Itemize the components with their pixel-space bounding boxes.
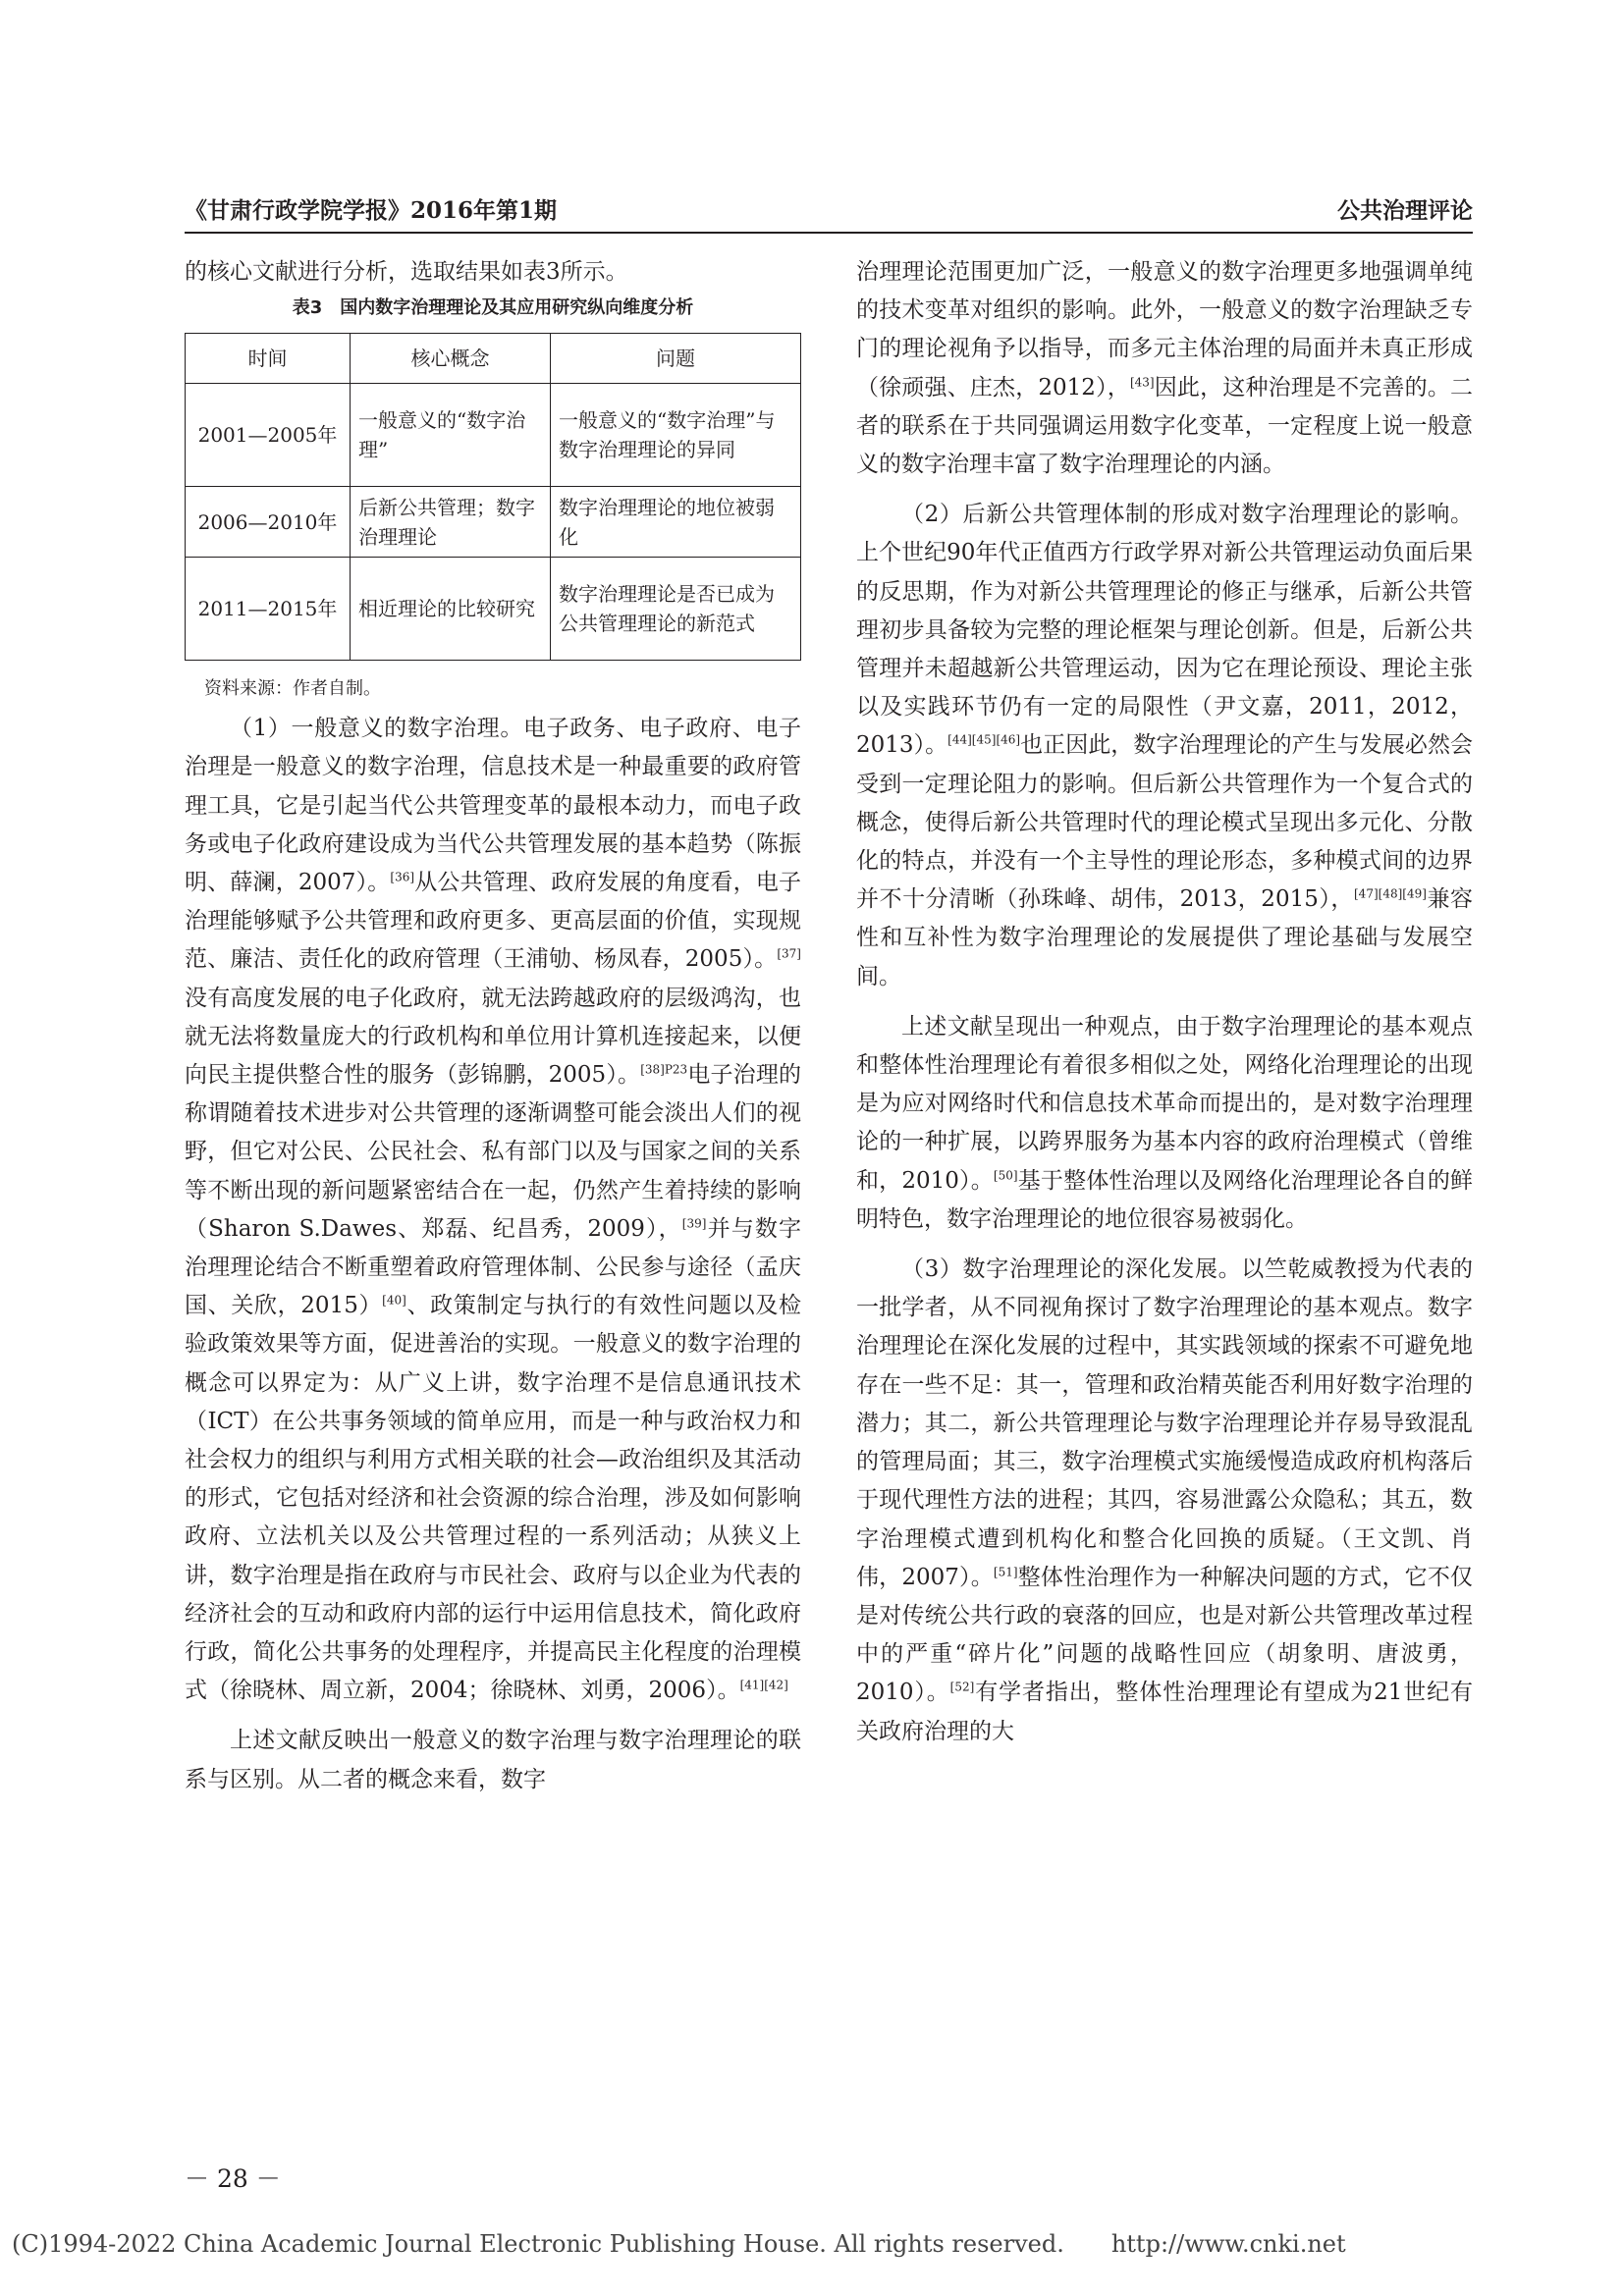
cell-concept: 后新公共管理；数字治理理论: [351, 487, 551, 558]
cell-time: 2006—2010年: [186, 487, 351, 558]
cell-concept: 一般意义的“数字治理”: [351, 384, 551, 487]
table-header-row: [186, 334, 801, 384]
cell-time: 2001—2005年: [186, 384, 351, 487]
text-run: 也正因此，数字治理理论的产生与发展必然会受到一定理论阻力的影响。但后新公共管理作为一个复合式的概念，使得后新公共管理时代的理论模式呈现出多元化、分散化的特点，并没有一个主导性的理论形态，多种模式间的边界并不十分清晰（孙珠峰、胡伟，2013，2015），: [856, 732, 1473, 913]
paragraph: [185, 710, 801, 1710]
cell-concept: 相近理论的比较研究: [351, 558, 551, 661]
paragraph: [856, 253, 1473, 484]
citation: [38]P23: [640, 1062, 688, 1077]
text-run: 没有高度发展的电子化政府，就无法跨越政府的层级鸿沟，也就无法将数量庞大的行政机构和单位用计算机连接起来，以便向民主提供整合性的服务（彭锦鹏，2005）。: [185, 985, 801, 1089]
citation: [50]: [993, 1168, 1018, 1183]
citation: [52]: [949, 1680, 975, 1694]
citation: [40]: [382, 1293, 406, 1308]
text-run: 兼容性和互补性为数字治理理论的发展提供了理论基础与发展空间。: [856, 886, 1474, 989]
cell-time: 2011—2015年: [186, 558, 351, 661]
text-run: 从公共管理、政府发展的角度看，电子治理能够赋予公共管理和政府更多、更高层面的价值，实现规范、廉洁、责任化的政府管理（王浦劬、杨凤春，2005）。: [185, 870, 801, 973]
paragraph: [856, 1008, 1473, 1239]
text-run: 、政策制定与执行的有效性问题以及检验政策效果等方面，促进善治的实现。一般意义的数字治理的概念可以界定为：从广义上讲，数字治理不是信息通讯技术（ICT）在公共事务领域的简单应用，而是一种与政治权力和社会权力的组织与利用方式相关联的社会—政治组织及其活动的形式，它包括对经济和社会资源的综合治理，涉及如何影响政府、立法机关以及公共管理过程的一系列活动；从狭义上讲，数字治理是指在政府与市民社会、政府与以企业为代表的经济社会的互动和政府内部的运行中运用信息技术，简化政府行政，简化公共事务的处理程序，并提高民主化程度的治理模式（徐晓林、周立新，2004；徐晓林、刘勇，2006）。: [185, 1293, 801, 1704]
text-run: 基于整体性治理以及网络化治理理论各自的鲜明特色，数字治理理论的地位很容易被弱化。: [856, 1167, 1473, 1232]
table-row: [186, 384, 801, 487]
citation: [44][45][46]: [947, 732, 1021, 747]
paragraph: 的核心文献进行分析，选取结果如表3所示。: [185, 259, 628, 285]
table-3: [185, 333, 801, 661]
text-run: 因此，这种治理是不完善的。二者的联系在于共同强调运用数字化变革，一定程度上说一般意义的数字治理丰富了数字治理理论的内涵。: [856, 374, 1473, 478]
paragraph: 上述文献反映出一般意义的数字治理与数字治理理论的联系与区别。从二者的概念来看，数字: [185, 1728, 801, 1792]
citation: [37]: [777, 946, 801, 961]
header-concept: 核心概念: [351, 334, 551, 384]
table-row: [186, 487, 801, 558]
running-header: [185, 192, 1473, 232]
citation: [36]: [390, 870, 415, 884]
cell-issue: 一般意义的“数字治理”与数字治理理论的异同: [551, 384, 801, 487]
paragraph: [856, 496, 1473, 996]
copyright-notice: (C)1994-2022 China Academic Journal Electronic Publishing House. All rights reserved. http://www.cnki.net: [12, 2230, 1346, 2258]
text-run: （3）数字治理理论的深化发展。以竺乾威教授为代表的一批学者，从不同视角探讨了数字治理理论的基本观点。数字治理理论在深化发展的过程中，其实践领域的探索不可避免地存在一些不足：其一，管理和政治精英能否利用好数字治理的潜力；其二，新公共管理理论与数字治理理论并存易导致混乱的管理局面；其三，数字治理模式实施缓慢造成政府机构落后于现代理性方法的进程；其四，容易泄露公众隐私；其五，数字治理模式遭到机构化和整合化回换的质疑。（王文凯、肖伟，2007）。: [856, 1256, 1473, 1590]
page-number: － 28 －: [185, 2164, 281, 2193]
right-column: [856, 253, 1473, 1751]
text-run: 上述文献呈现出一种观点，由于数字治理理论的基本观点和整体性治理理论有着很多相似之处，网络化治理理论的出现是为应对网络时代和信息技术革命而提出的，是对数字治理理论的一种扩展，以跨界服务为基本内容的政府治理模式（曾维和，2010）。: [856, 1013, 1473, 1194]
text-run: 治理理论范围更加广泛，一般意义的数字治理更多地强调单纯的技术变革对组织的影响。此外，一般意义的数字治理缺乏专门的理论视角予以指导，而多元主体治理的局面并未真正形成（徐顽强、庄杰，2012），: [856, 259, 1473, 400]
paragraph: [856, 1251, 1473, 1751]
text-run: （2）后新公共管理体制的形成对数字治理理论的影响。上个世纪90年代正值西方行政学界对新公共管理运动负面后果的反思期，作为对新公共管理理论的修正与继承，后新公共管理初步具备较为完整的理论框架与理论创新。但是，后新公共管理并未超越新公共管理运动，因为它在理论预设、理论主张以及实践环节仍有一定的局限性（尹文嘉，2011，2012，2013）。: [856, 502, 1473, 759]
citation: [51]: [993, 1565, 1018, 1579]
text-run: （1）一般意义的数字治理。电子政务、电子政府、电子治理是一般意义的数字治理，信息技术是一种最重要的政府管理工具，它是引起当代公共管理变革的最根本动力，而电子政务或电子化政府建设成为当代公共管理发展的基本趋势（陈振明、薛澜，2007）。: [185, 716, 801, 896]
journal-title: 《甘肃行政学院学报》2016年第1期: [185, 197, 558, 224]
cell-issue: 数字治理理论是否已成为公共管理理论的新范式: [551, 558, 801, 661]
header-rule: [185, 232, 1473, 234]
table-source: 资料来源：作者自制。: [204, 678, 381, 700]
table-row: [186, 558, 801, 661]
citation: [41][42]: [739, 1678, 788, 1692]
text-run: 整体性治理作为一种解决问题的方式，它不仅是对传统公共行政的衰落的回应，也是对新公共管理改革过程中的严重“碎片化”问题的战略性回应（胡象明、唐波勇，2010）。: [856, 1564, 1473, 1706]
text-run: 电子治理的称谓随着技术进步对公共管理的逐渐调整可能会淡出人们的视野，但它对公民、公民社会、私有部门以及与国家之间的关系等不断出现的新问题紧密结合在一起，仍然产生着持续的影响（Sharon S.Dawes、郑磊、纪昌秀，2009），: [185, 1062, 801, 1242]
cell-issue: 数字治理理论的地位被弱化: [551, 487, 801, 558]
section-title: 公共治理评论: [1337, 197, 1473, 224]
left-column: [185, 253, 801, 1799]
citation: [39]: [681, 1216, 707, 1231]
header-issue: 问题: [551, 334, 801, 384]
text-run: 并与数字治理理论结合不断重塑着政府管理体制、公民参与途径（孟庆国、关欣，2015）: [185, 1215, 801, 1319]
text-run: 有学者指出，整体性治理理论有望成为21世纪有关政府治理的大: [856, 1680, 1473, 1744]
table-caption: 表3 国内数字治理理论及其应用研究纵向维度分析: [292, 297, 694, 319]
header-time: 时间: [186, 334, 351, 384]
citation: [47][48][49]: [1354, 886, 1427, 901]
citation: [43]: [1129, 374, 1155, 389]
